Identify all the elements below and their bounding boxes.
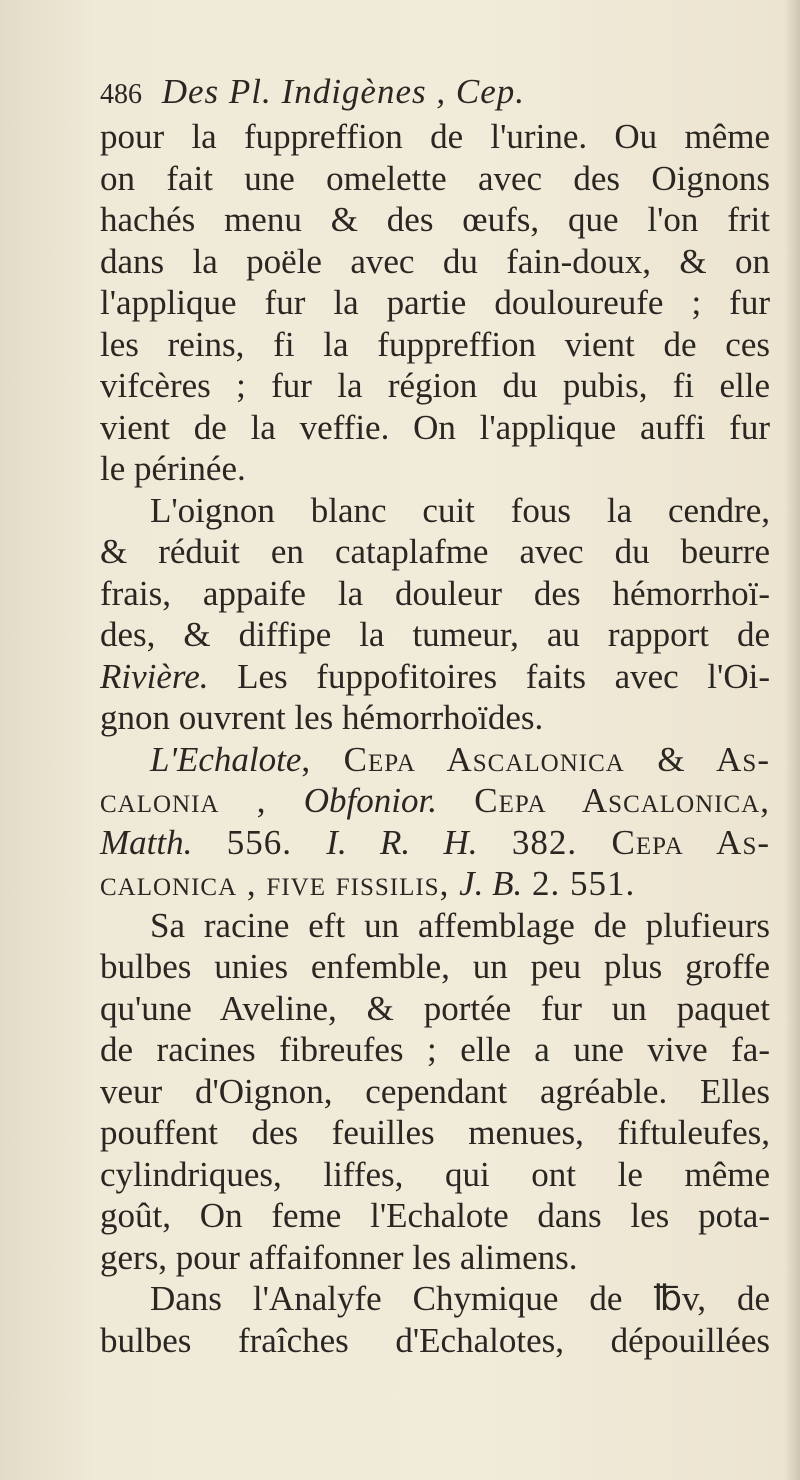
text-line <box>100 614 770 656</box>
line-segment: L'oignon blanc cuit fous la cendre, <box>150 490 770 530</box>
line-segment: J. B. <box>459 864 523 903</box>
text-line <box>100 1278 770 1320</box>
running-title: Des Pl. Indigènes , Cep. <box>161 72 525 111</box>
line-segment: Obfonior. <box>303 781 437 820</box>
text-line <box>100 1112 770 1154</box>
line-segment: bulbes unies enfemble, un peu plus groffe <box>100 947 770 986</box>
text-line <box>100 1195 770 1237</box>
line-segment: L'Echalote <box>150 739 302 779</box>
page-text-block <box>100 70 770 1361</box>
body-text <box>100 116 770 1361</box>
text-line <box>100 1071 770 1113</box>
line-segment: pour la fuppreffion de l'urine. Ou même <box>100 117 770 156</box>
text-line <box>100 1029 770 1071</box>
text-line <box>100 573 770 615</box>
line-segment: l'applique fur la partie douloureufe ; fur <box>100 283 770 322</box>
text-line <box>100 739 770 781</box>
text-line <box>100 1320 770 1362</box>
text-line <box>100 241 770 283</box>
text-line <box>100 656 770 698</box>
line-segment: calonia , <box>100 781 304 820</box>
line-segment: des, & diffipe la tumeur, au rapport de <box>100 615 770 654</box>
line-segment: veur d'Oignon, cependant agréable. Elles <box>100 1071 770 1111</box>
line-segment: 556. <box>192 822 327 862</box>
text-line <box>100 780 770 822</box>
text-line <box>100 365 770 407</box>
text-line <box>100 531 770 573</box>
line-segment: le périnée. <box>100 449 246 488</box>
line-segment: de racines fibreufes ; elle a une vive fa- <box>100 1030 770 1069</box>
line-segment: Cepa Ascalonica, <box>437 781 770 820</box>
text-line <box>100 863 770 905</box>
line-segment: cylindriques, liffes, qui ont le même <box>100 1154 770 1194</box>
line-segment: qu'une Aveline, & portée fur un paquet <box>100 988 770 1028</box>
text-line <box>100 448 770 490</box>
line-segment: , Cepa Ascalonica & As- <box>301 739 770 779</box>
text-line <box>100 407 770 449</box>
text-line <box>100 324 770 366</box>
line-segment: gnon ouvrent les hémorrhoïdes. <box>100 698 544 737</box>
line-segment: on fait une omelette avec des Oignons <box>100 158 770 198</box>
line-segment: Les fuppofitoires faits avec l'Oi- <box>208 656 770 696</box>
line-segment: frais, appaife la douleur des hémorrhoï- <box>100 573 770 613</box>
line-segment: Dans l'Analyfe Chymique de ℔v, de <box>150 1279 770 1318</box>
line-segment: pouffent des feuilles menues, fiftuleufes, <box>100 1113 770 1152</box>
line-segment: I. R. H. <box>326 822 478 862</box>
text-line <box>100 1237 770 1279</box>
text-line <box>100 282 770 324</box>
page-edge-shadow <box>784 0 800 1480</box>
line-segment: les reins, fi la fuppreffion vient de ces <box>100 324 770 364</box>
text-line <box>100 116 770 158</box>
text-line <box>100 822 770 864</box>
line-segment: 2. 551. <box>522 864 636 903</box>
line-segment: Matth. <box>100 822 193 862</box>
line-segment: bulbes fraîches d'Echalotes, dépouillées <box>100 1320 770 1360</box>
line-segment: vient de la veffie. On l'applique auffi fur <box>100 407 770 447</box>
text-line <box>100 199 770 241</box>
line-segment: Sa racine eft un affemblage de plufieurs <box>150 905 770 945</box>
line-segment: dans la poële avec du fain-doux, & on <box>100 241 770 281</box>
line-segment: calonica , five fissilis, <box>100 864 460 903</box>
line-segment: gers, pour affaifonner les alimens. <box>100 1237 578 1277</box>
line-segment: Rivière. <box>100 656 209 696</box>
line-segment: goût, On feme l'Echalote dans les pota- <box>100 1196 770 1235</box>
line-segment: 382. Cepa As- <box>477 822 771 862</box>
line-segment: hachés menu & des œufs, que l'on frit <box>100 200 770 239</box>
text-line <box>100 988 770 1030</box>
text-line <box>100 1154 770 1196</box>
line-segment: vifcères ; fur la région du pubis, fi elle <box>100 366 770 405</box>
text-line <box>100 158 770 200</box>
text-line <box>100 905 770 947</box>
line-segment: & réduit en cataplafme avec du beurre <box>100 532 770 571</box>
page-number: 486 <box>100 79 142 110</box>
text-line <box>100 490 770 532</box>
running-header <box>100 70 770 114</box>
text-line <box>100 946 770 988</box>
text-line <box>100 697 770 739</box>
